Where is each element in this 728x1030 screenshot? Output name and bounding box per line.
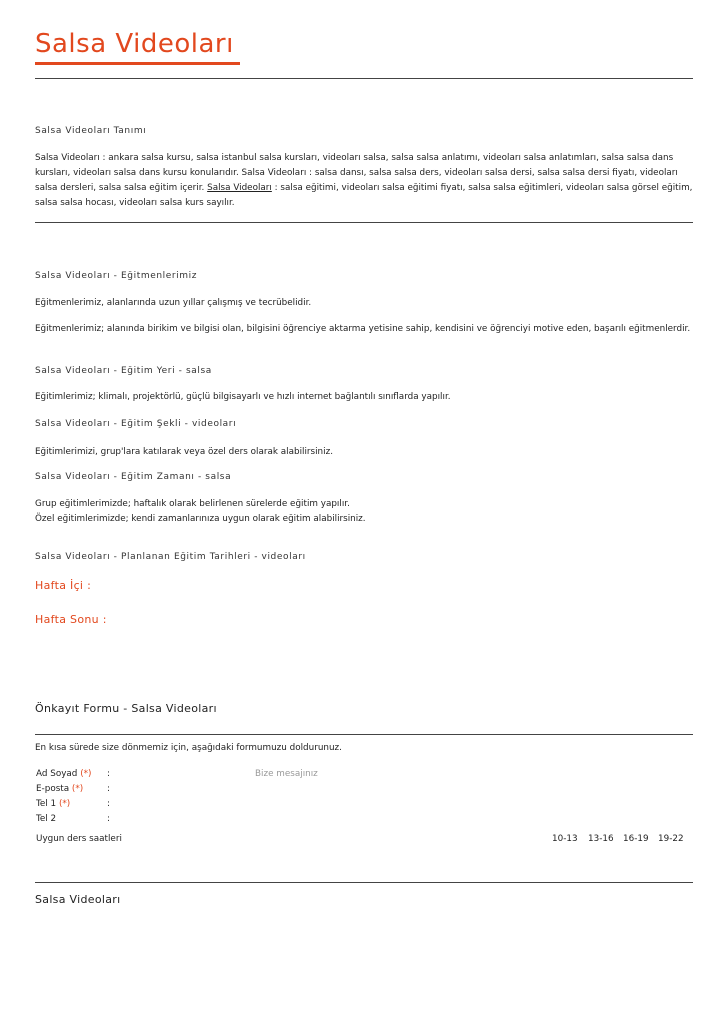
phone1-label-text: Tel 1 [36,799,57,809]
time-slot-19-22[interactable]: 19-22 [658,834,684,844]
form-instruction: En kısa sürede size dönmemiz için, aşağıdaki formumuzu doldurunuz. [35,743,342,753]
intro-text-part2: : salsa eğitimi, videoları salsa eğitimi fiyatı, salsa salsa eğitimleri, videoları salsa görsel eğitim, salsa salsa hocası, videoları salsa kurs sayılır. [35,183,693,208]
email-label [36,784,83,794]
form-title: Önkayıt Formu - Salsa Videoları [35,702,217,715]
intro-link[interactable]: Salsa Videoları [207,183,272,193]
trainers-heading: Salsa Videoları - Eğitmenlerimiz [35,271,198,281]
phone2-input[interactable] [118,814,238,826]
phone1-label [36,799,70,809]
phone1-input[interactable] [118,799,238,811]
schedule-heading: Salsa Videoları - Planlanan Eğitim Tarihleri - videoları [35,552,306,562]
footer-divider [35,882,693,883]
intro-divider [35,222,693,223]
email-input[interactable] [118,784,238,796]
format-heading: Salsa Videoları - Eğitim Şekli - videoları [35,419,237,429]
trainers-text-1: Eğitmenlerimiz, alanlarında uzun yıllar çalışmış ve tecrübelidir. [35,298,312,308]
name-label-text: Ad Soyad [36,769,78,779]
phone1-colon: : [107,799,110,809]
phone1-required-mark: (*) [58,799,71,809]
header-divider [35,78,693,79]
trainers-text-2: Eğitmenlerimiz; alanında birikim ve bilgisi olan, bilgisini öğrenciye aktarma yetisine sahip, kendisini ve öğrenciyi motive eden, başarılı eğitmenlerdir. [35,324,691,334]
name-input[interactable] [118,769,238,781]
message-textarea[interactable] [255,769,545,819]
timing-text-1: Grup eğitimlerimizde; haftalık olarak belirlenen sürelerde eğitim yapılır. [35,499,350,509]
format-text: Eğitimlerimizi, grup'lara katılarak veya özel ders olarak alabilirsiniz. [35,447,333,457]
phone2-label: Tel 2 [36,814,57,824]
timing-text-2: Özel eğitimlerimizde; kendi zamanlarınıza uygun olarak eğitim alabilirsiniz. [35,514,366,524]
site-title: Salsa Videoları [35,29,234,59]
phone2-colon: : [107,814,110,824]
hours-label: Uygun ders saatleri [36,834,122,844]
time-slot-16-19[interactable]: 16-19 [623,834,649,844]
name-label [36,769,91,779]
email-required-mark: (*) [71,784,84,794]
name-colon: : [107,769,110,779]
place-heading: Salsa Videoları - Eğitim Yeri - salsa [35,366,212,376]
email-label-text: E-posta [36,784,70,794]
weekdays-label: Hafta İçi : [35,579,92,592]
intro-heading: Salsa Videoları Tanımı [35,126,147,136]
name-required-mark: (*) [80,769,92,779]
email-colon: : [107,784,110,794]
title-underline [35,62,240,65]
footer-title: Salsa Videoları [35,893,121,906]
time-slot-13-16[interactable]: 13-16 [588,834,614,844]
intro-text-part1: Salsa Videoları : ankara salsa kursu, salsa istanbul salsa kursları, videoları salsa, salsa salsa anlatımı, videoları salsa anlatımları, salsa salsa dans kursları, videoları salsa dans kursu konularıdır. Salsa Videoları : salsa dansı, salsa salsa ders, videoları salsa dersi, salsa salsa dersi fiyatı, videoları salsa dersleri, salsa salsa eğitim içerir. [35,153,678,193]
time-slot-10-13[interactable]: 10-13 [552,834,578,844]
weekend-label: Hafta Sonu : [35,613,107,626]
form-divider [35,734,693,735]
intro-text [35,151,695,211]
place-text: Eğitimlerimiz; klimalı, projektörlü, güçlü bilgisayarlı ve hızlı internet bağlantılı sınıflarda yapılır. [35,392,451,402]
timing-heading: Salsa Videoları - Eğitim Zamanı - salsa [35,472,232,482]
